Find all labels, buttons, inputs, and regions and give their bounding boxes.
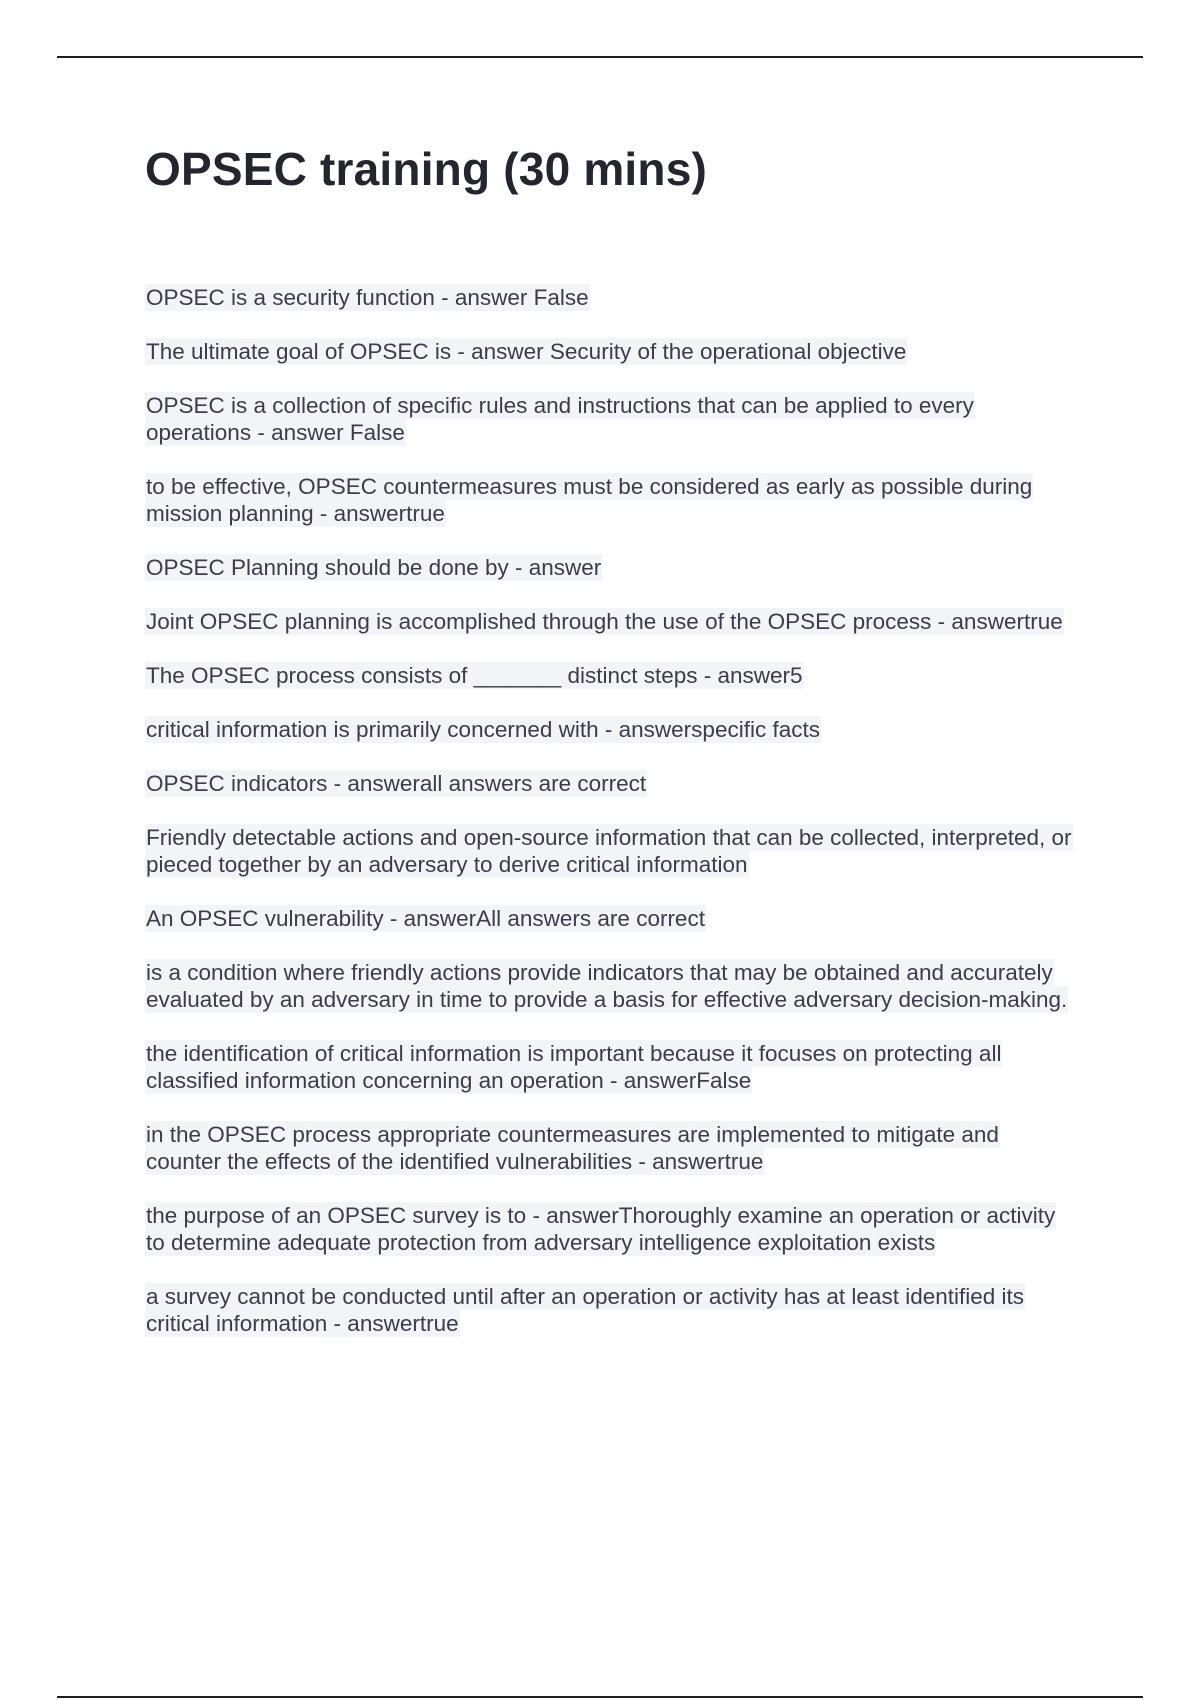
qa-text: to be effective, OPSEC countermeasures must be considered as early as possible during mission planning - answertrue [146, 474, 1033, 526]
qa-text: OPSEC is a security function - answer False [146, 285, 589, 310]
qa-text: in the OPSEC process appropriate countermeasures are implemented to mitigate and counter the effects of the identified vulnerabilities - answertrue [146, 1122, 999, 1174]
qa-item [145, 716, 1080, 743]
qa-text: Friendly detectable actions and open-source information that can be collected, interpreted, or pieced together by an adversary to derive critical information [146, 825, 1072, 877]
page-title: OPSEC training (30 mins) [145, 143, 708, 195]
qa-item [145, 473, 1080, 527]
qa-item [145, 1283, 1080, 1337]
qa-item [145, 392, 1080, 446]
qa-item [145, 824, 1080, 878]
qa-text: is a condition where friendly actions provide indicators that may be obtained and accurately evaluated by an adversary in time to provide a basis for effective adversary decision-making. [146, 960, 1068, 1012]
qa-item [145, 608, 1080, 635]
qa-item [145, 662, 1080, 689]
qa-item [145, 554, 1080, 581]
qa-text: Joint OPSEC planning is accomplished through the use of the OPSEC process - answertrue [146, 609, 1063, 634]
qa-item [145, 959, 1080, 1013]
bottom-rule [57, 1696, 1143, 1698]
qa-text: The OPSEC process consists of _______ distinct steps - answer5 [146, 663, 803, 688]
qa-text: a survey cannot be conducted until after an operation or activity has at least identified its critical information - answertrue [146, 1284, 1025, 1336]
qa-item [145, 770, 1080, 797]
qa-item [145, 905, 1080, 932]
qa-text: The ultimate goal of OPSEC is - answer Security of the operational objective [146, 339, 907, 364]
qa-item [145, 338, 1080, 365]
qa-text: An OPSEC vulnerability - answerAll answers are correct [146, 906, 705, 931]
qa-text: OPSEC Planning should be done by - answer [146, 555, 602, 580]
qa-item [145, 1040, 1080, 1094]
qa-list [145, 284, 1080, 1364]
qa-text: OPSEC is a collection of specific rules and instructions that can be applied to every operations - answer False [146, 393, 974, 445]
top-rule [57, 56, 1143, 58]
qa-text: OPSEC indicators - answerall answers are correct [146, 771, 647, 796]
qa-text: the identification of critical information is important because it focuses on protecting all classified information concerning an operation - answerFalse [146, 1041, 1002, 1093]
qa-item [145, 1202, 1080, 1256]
qa-item [145, 1121, 1080, 1175]
qa-item [145, 284, 1080, 311]
qa-text: the purpose of an OPSEC survey is to - answerThoroughly examine an operation or activity to determine adequate protection from adversary intelligence exploitation exists [146, 1203, 1056, 1255]
qa-text: critical information is primarily concerned with - answerspecific facts [146, 717, 820, 742]
